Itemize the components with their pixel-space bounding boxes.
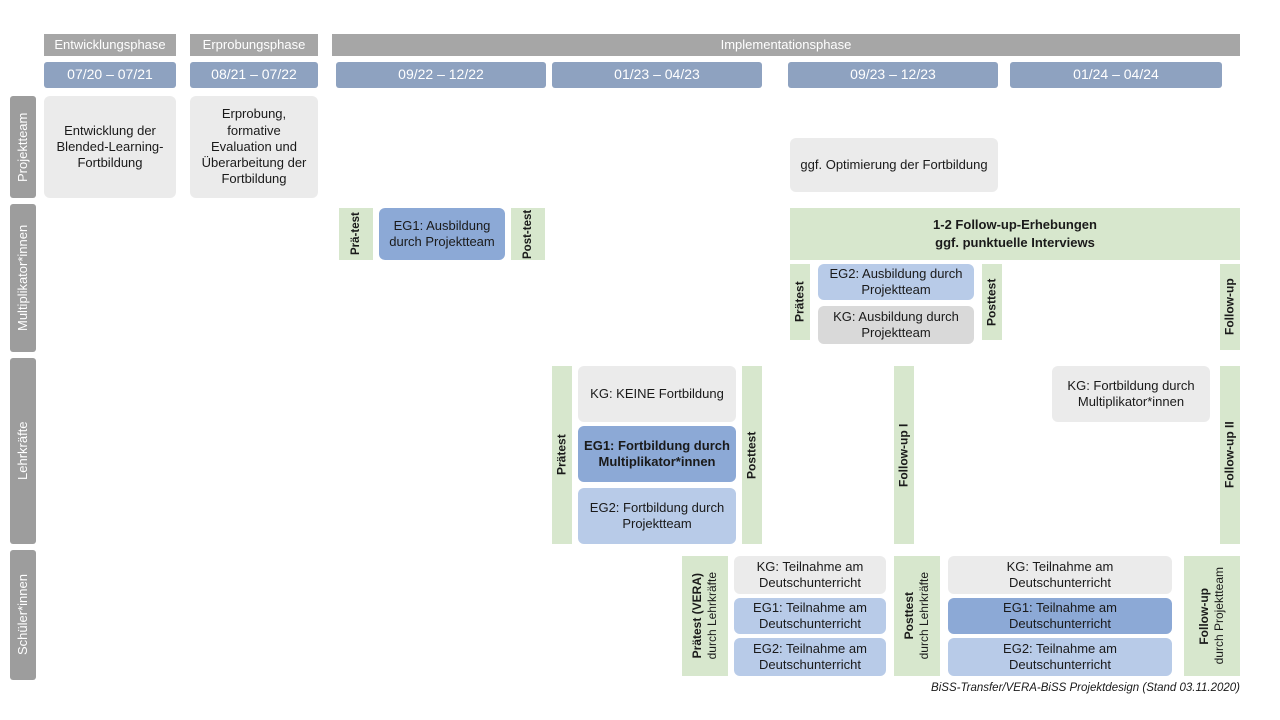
- lehrkraefte-followup-2: [1220, 366, 1240, 544]
- row-label-text: Multiplikator*innen: [14, 224, 30, 332]
- card-text: EG1: Teilnahme am Deutschunterricht: [753, 599, 867, 631]
- card-schueler-eg1-1: [734, 598, 886, 634]
- card-text: Entwicklung der Blended-Learning-Fortbildung: [56, 122, 164, 171]
- row-label-text: Schüler*innen: [14, 574, 30, 656]
- lehrkraefte-posttest: [742, 366, 762, 544]
- label-text: Posttest: [984, 278, 999, 326]
- row-label-multiplikatorinnen: [10, 204, 36, 352]
- date-pill-0123-0423: [552, 62, 762, 88]
- card-eg2-fortbildung-projektteam: [578, 488, 736, 544]
- card-text: KG: Fortbildung durch Multiplikator*innen: [1067, 377, 1195, 409]
- row-label-schuelerinnen: [10, 550, 36, 680]
- date-label: 01/23 – 04/23: [614, 66, 700, 83]
- label-text: Posttest: [744, 431, 759, 479]
- followup-bold-label: Follow-up: [1197, 587, 1211, 645]
- multiplikatoren-praetest-1: [339, 208, 373, 260]
- banner-line-2: ggf. punktuelle Interviews: [935, 235, 1095, 250]
- card-text: KG: Teilnahme am Deutschunterricht: [756, 558, 864, 590]
- date-label: 08/21 – 07/22: [211, 66, 297, 83]
- multiplikatoren-followup: [1220, 264, 1240, 350]
- date-label: 09/22 – 12/22: [398, 66, 484, 83]
- card-text: EG1: Ausbildung durch Projektteam: [389, 217, 495, 249]
- card-text: EG2: Fortbildung durch Projektteam: [589, 499, 725, 531]
- card-text: KG: KEINE Fortbildung: [590, 385, 724, 401]
- school-year-label: Schuljahr 22/23 (8. Klasse): [460, 102, 638, 119]
- schueler-followup: [1184, 556, 1240, 676]
- lehrkraefte-followup-1: [894, 366, 914, 544]
- label-text: Prä-test: [349, 212, 362, 256]
- card-eg1-fortbildung-multiplikatoren: [578, 426, 736, 482]
- multiplikatoren-praetest-2: [790, 264, 810, 340]
- lehrkraefte-praetest: [552, 366, 572, 544]
- phase-header-label: Implementationsphase: [720, 36, 852, 52]
- phase-header-erprobungsphase: [190, 34, 318, 56]
- card-text: EG2: Teilnahme am Deutschunterricht: [753, 640, 867, 672]
- date-label: 01/24 – 04/24: [1073, 66, 1159, 83]
- card-entwicklung-fortbildung: [44, 96, 176, 198]
- card-text: Erprobung, formative Evaluation und Überarbeitung der Fortbildung: [201, 106, 307, 187]
- row-label-text: Projektteam: [14, 112, 30, 182]
- card-text: KG: Teilnahme am Deutschunterricht: [1006, 558, 1114, 590]
- multiplikatoren-posttest-2: [982, 264, 1002, 340]
- multiplikatoren-posttest-1: [511, 208, 545, 260]
- date-pill-0922-1222: [336, 62, 546, 88]
- date-pill-0124-0424: [1010, 62, 1222, 88]
- label-text: Follow-up I: [896, 423, 911, 487]
- label-text: Follow-up: [1222, 278, 1237, 336]
- praetest-bold-label: Prätest (VERA): [690, 573, 704, 659]
- card-eg1-ausbildung-projektteam: [379, 208, 505, 260]
- label-text: Post-test: [521, 209, 534, 259]
- schueler-praetest-vera: [682, 556, 728, 676]
- card-text: KG: Ausbildung durch Projektteam: [833, 308, 959, 340]
- banner-line-1: 1-2 Follow-up-Erhebungen: [933, 216, 1097, 232]
- card-eg2-ausbildung-projektteam: [818, 264, 974, 300]
- date-pill-0720-0721: [44, 62, 176, 88]
- card-erprobung-evaluation: [190, 96, 318, 198]
- card-schueler-eg2-1: [734, 638, 886, 676]
- date-pill-0923-1223: [788, 62, 998, 88]
- row-label-lehrkraefte: [10, 358, 36, 544]
- label-text: Prätest: [554, 434, 569, 476]
- row-label-text: Lehrkräfte: [14, 421, 30, 481]
- banner-followup-erhebungen: [790, 208, 1240, 260]
- schueler-posttest: [894, 556, 940, 676]
- footer-text: BiSS-Transfer/VERA-BiSS Projektdesign (Stand 03.11.2020): [931, 682, 1240, 694]
- row-label-projektteam: [10, 96, 36, 198]
- footer-credit: [840, 682, 1240, 694]
- date-pill-0821-0722: [190, 62, 318, 88]
- date-label: 09/23 – 12/23: [850, 66, 936, 83]
- label-text: Prätest: [792, 281, 807, 323]
- phase-header-label: Entwicklungsphase: [54, 36, 166, 52]
- card-kg-keine-fortbildung: [578, 366, 736, 422]
- date-label: 07/20 – 07/21: [67, 66, 153, 83]
- card-text: EG1: Teilnahme am Deutschunterricht: [1003, 599, 1117, 631]
- school-year-label: Schuljahr 23/24 (9. Klasse): [919, 102, 1097, 119]
- card-schueler-eg1-2: [948, 598, 1172, 634]
- posttest-bold-label: Posttest: [902, 592, 916, 640]
- card-text: ggf. Optimierung der Fortbildung: [800, 156, 988, 172]
- card-kg-ausbildung-projektteam: [818, 306, 974, 344]
- card-optimierung-fortbildung: [790, 138, 998, 192]
- label-text: Follow-up II: [1222, 421, 1237, 489]
- card-schueler-eg2-2: [948, 638, 1172, 676]
- followup-sub-label: durch Projektteam: [1212, 567, 1226, 665]
- phase-header-label: Erprobungsphase: [202, 36, 306, 52]
- posttest-sub-label: durch Lehrkräfte: [917, 572, 931, 660]
- card-schueler-kg-2: [948, 556, 1172, 594]
- card-schueler-kg-1: [734, 556, 886, 594]
- card-text: EG2: Teilnahme am Deutschunterricht: [1003, 640, 1117, 672]
- praetest-sub-label: durch Lehrkräfte: [705, 572, 719, 660]
- phase-header-implementationsphase: [332, 34, 1240, 56]
- card-kg-fortbildung-multiplikatoren: [1052, 366, 1210, 422]
- phase-header-entwicklungsphase: [44, 34, 176, 56]
- card-text: EG1: Fortbildung durch Multiplikator*innen: [584, 437, 730, 469]
- card-text: EG2: Ausbildung durch Projektteam: [829, 265, 963, 297]
